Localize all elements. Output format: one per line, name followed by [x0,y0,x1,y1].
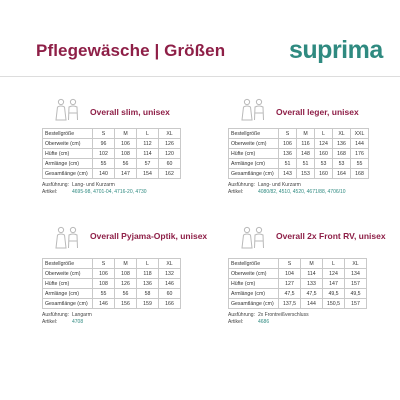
size-block [42,226,210,325]
table-cell: 140 [93,169,115,179]
size-table [42,258,181,309]
table-cell: 160 [315,169,333,179]
table-cell: 124 [315,139,333,149]
table-cell: 55 [93,289,115,299]
table-cell: 114 [137,149,159,159]
table-row [43,289,181,299]
table-cell: 127 [279,279,301,289]
article-numbers: 4080/82, 4510, 4520, 4671/88, 4706/10 [258,188,346,195]
execution-value: Lang- und Kurzarm [72,182,115,188]
table-cell: 133 [301,279,323,289]
size-header: XL [345,259,367,269]
table-cell: 47,5 [279,289,301,299]
row-label: Armlänge (cm) [229,289,279,299]
table-cell: 160 [315,149,333,159]
table-cell: 118 [137,269,159,279]
execution-label: Ausführung: [42,312,69,318]
table-cell: 49,5 [323,289,345,299]
table-cell: 56 [115,159,137,169]
table-cell: 156 [115,299,137,309]
row-label: Hüfte (cm) [43,279,93,289]
table-cell: 108 [115,149,137,159]
table-cell: 60 [159,289,181,299]
size-block [228,226,396,325]
table-row [43,159,181,169]
person-pair-icon [52,98,82,122]
table-row [229,279,367,289]
table-cell: 104 [279,269,301,279]
row-label: Oberweite (cm) [229,139,279,149]
product-name: Overall leger, unisex [276,107,359,117]
table-cell: 134 [345,269,367,279]
article-label: Artikel: [42,318,58,325]
size-header: XL [159,259,181,269]
table-cell: 57 [137,159,159,169]
size-header: M [297,129,315,139]
product-name: Overall 2x Front RV, unisex [276,231,386,241]
product-name: Overall Pyjama-Optik, unisex [90,231,208,241]
size-header: L [137,259,159,269]
table-cell: 108 [93,279,115,289]
table-row [43,139,181,149]
table-cell: 147 [115,169,137,179]
size-header: XXL [351,129,369,139]
table-cell: 144 [301,299,323,309]
column-header: Bestellgröße [43,259,93,269]
table-cell: 164 [333,169,351,179]
table-row [43,299,181,309]
table-row [229,139,369,149]
table-cell: 154 [137,169,159,179]
table-cell: 157 [345,299,367,309]
table-cell: 108 [115,269,137,279]
table-cell: 120 [159,149,181,159]
execution-value: 2x Frontreißverschluss [258,312,309,318]
block-header [228,98,396,128]
header-divider [0,76,400,77]
table-row [43,269,181,279]
size-table [228,258,367,309]
table-cell: 162 [159,169,181,179]
article-label: Artikel: [228,318,244,325]
table-cell: 60 [159,159,181,169]
row-label: Gesamtlänge (cm) [229,299,279,309]
table-cell: 157 [345,279,367,289]
table-cell: 166 [159,299,181,309]
table-row [229,169,369,179]
article-label: Artikel: [42,188,58,195]
page-title: Pflegewäsche | Größen [36,41,226,60]
row-label: Hüfte (cm) [229,149,279,159]
row-label: Oberweite (cm) [43,269,93,279]
size-table [228,128,369,179]
table-cell: 124 [323,269,345,279]
row-label: Gesamtlänge (cm) [229,169,279,179]
table-cell: 102 [93,149,115,159]
table-cell: 143 [279,169,297,179]
brand-logo: suprima [289,36,383,64]
row-label: Oberweite (cm) [43,139,93,149]
table-cell: 136 [137,279,159,289]
table-cell: 55 [93,159,115,169]
article-numbers: 4686 [258,318,270,325]
size-header: M [115,129,137,139]
block-header [42,98,210,128]
product-name: Overall slim, unisex [90,107,170,117]
size-header: L [323,259,345,269]
table-cell: 132 [159,269,181,279]
table-row [229,159,369,169]
article-numbers: 4695-98, 4701-04, 4716-20, 4730 [72,188,147,195]
row-label: Gesamtlänge (cm) [43,169,93,179]
size-header: S [93,259,115,269]
product-notes [42,312,210,325]
product-notes [42,182,210,195]
size-block [228,98,396,195]
person-pair-icon [238,226,268,250]
size-header: XL [333,129,351,139]
table-cell: 137,5 [279,299,301,309]
table-cell: 126 [159,139,181,149]
table-cell: 148 [297,149,315,159]
table-cell: 126 [115,279,137,289]
product-notes [228,312,396,325]
column-header: Bestellgröße [43,129,93,139]
table-cell: 106 [279,139,297,149]
table-cell: 144 [351,139,369,149]
table-cell: 168 [333,149,351,159]
table-cell: 58 [137,289,159,299]
table-cell: 96 [93,139,115,149]
table-cell: 106 [93,269,115,279]
execution-label: Ausführung: [228,182,255,188]
column-header: Bestellgröße [229,259,279,269]
size-header: S [279,259,301,269]
execution-label: Ausführung: [228,312,255,318]
execution-value: Langarm [72,312,92,318]
table-cell: 55 [351,159,369,169]
row-label: Hüfte (cm) [229,279,279,289]
size-block [42,98,210,195]
size-header: S [279,129,297,139]
table-cell: 159 [137,299,159,309]
table-cell: 136 [333,139,351,149]
column-header: Bestellgröße [229,129,279,139]
table-cell: 168 [351,169,369,179]
table-cell: 56 [115,289,137,299]
row-label: Gesamtlänge (cm) [43,299,93,309]
table-cell: 147 [323,279,345,289]
row-label: Armlänge (cm) [43,159,93,169]
table-cell: 150,5 [323,299,345,309]
block-header [228,226,396,258]
row-label: Oberweite (cm) [229,269,279,279]
size-header: XL [159,129,181,139]
table-header-row [43,129,181,139]
table-cell: 51 [279,159,297,169]
person-pair-icon [52,226,82,250]
size-header: S [93,129,115,139]
execution-label: Ausführung: [42,182,69,188]
row-label: Armlänge (cm) [229,159,279,169]
size-header: L [315,129,333,139]
row-label: Armlänge (cm) [43,289,93,299]
table-cell: 176 [351,149,369,159]
table-cell: 47,5 [301,289,323,299]
row-label: Hüfte (cm) [43,149,93,159]
table-header-row [43,259,181,269]
table-cell: 49,5 [345,289,367,299]
product-notes [228,182,396,195]
block-header [42,226,210,258]
execution-value: Lang- und Kurzarm [258,182,301,188]
table-cell: 146 [93,299,115,309]
table-header-row [229,259,367,269]
table-row [229,149,369,159]
size-header: L [137,129,159,139]
size-header: M [301,259,323,269]
table-cell: 136 [279,149,297,159]
table-cell: 153 [297,169,315,179]
person-pair-icon [238,98,268,122]
table-row [43,169,181,179]
table-cell: 106 [115,139,137,149]
table-header-row [229,129,369,139]
article-numbers: 4708 [72,318,84,325]
article-label: Artikel: [228,188,244,195]
table-cell: 116 [297,139,315,149]
table-cell: 112 [137,139,159,149]
table-row [43,279,181,289]
table-cell: 114 [301,269,323,279]
table-row [43,149,181,159]
size-table [42,128,181,179]
table-row [229,299,367,309]
table-cell: 53 [315,159,333,169]
size-header: M [115,259,137,269]
table-cell: 146 [159,279,181,289]
table-cell: 51 [297,159,315,169]
table-row [229,289,367,299]
table-cell: 53 [333,159,351,169]
table-row [229,269,367,279]
